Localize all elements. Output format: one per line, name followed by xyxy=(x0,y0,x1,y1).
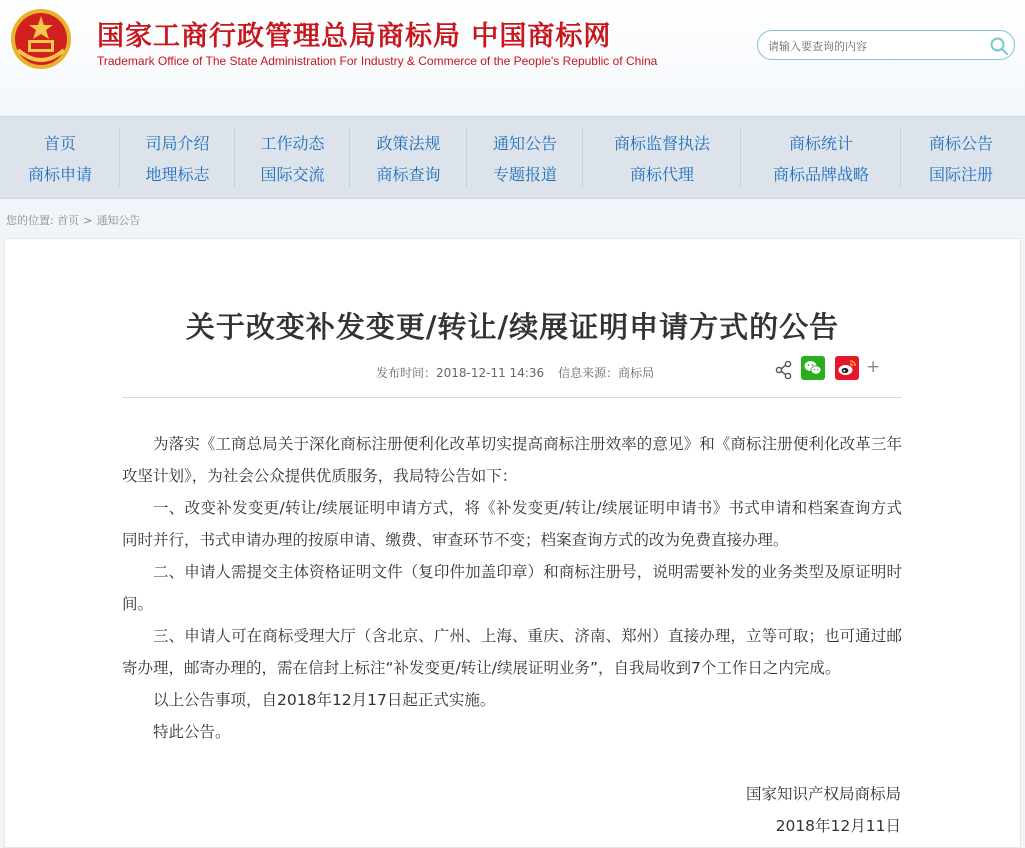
nav-column xyxy=(0,117,120,200)
article-paragraph: 以上公告事项，自2018年12月17日起正式实施。 xyxy=(153,691,496,709)
breadcrumb-item-notices[interactable]: 通知公告 xyxy=(96,214,141,227)
article-paragraph: 三、申请人可在商标受理大厅（含北京、广州、上海、重庆、济南、郑州）直接办理，立等可取；也可通过邮寄办理，邮寄办理的，需在信封上标注“补发变更/转让/续展证明业务”，自我局收到7个工作日之内完成。 xyxy=(122,627,902,677)
nav-item-geographical-indication[interactable]: 地理标志 xyxy=(145,165,210,184)
nav-item-trademark-search[interactable]: 商标查询 xyxy=(376,165,441,184)
share-icon[interactable] xyxy=(775,360,793,380)
nav-item-trademark-application[interactable]: 商标申请 xyxy=(27,165,92,184)
title-divider xyxy=(122,397,902,398)
nav-item-notices[interactable]: 通知公告 xyxy=(492,134,557,153)
article-paragraph: 一、改变补发变更/转让/续展证明申请方式，将《补发变更/转让/续展证明申请书》书式申请和档案查询方式同时并行，书式申请办理的按原申请、缴费、审查环节不变；档案查询方式的改为免费直接办理。 xyxy=(122,499,902,549)
nav-item-international-registration[interactable]: 国际注册 xyxy=(928,165,993,184)
breadcrumb-separator: > xyxy=(83,214,93,227)
nav-column xyxy=(120,117,235,200)
weibo-icon[interactable] xyxy=(835,356,859,380)
article-meta xyxy=(376,364,654,381)
plus-icon[interactable]: + xyxy=(866,357,881,377)
site-header xyxy=(0,0,1025,116)
nav-column xyxy=(741,117,901,200)
nav-item-trademark-agency[interactable]: 商标代理 xyxy=(629,165,694,184)
nav-item-about[interactable]: 司局介绍 xyxy=(145,134,210,153)
article-date: 2018年12月11日 xyxy=(775,817,901,835)
search-icon[interactable] xyxy=(989,36,1009,56)
nav-item-news[interactable]: 工作动态 xyxy=(260,134,325,153)
nav-item-special-reports[interactable]: 专题报道 xyxy=(492,165,557,184)
main-nav xyxy=(0,116,1025,199)
breadcrumb-label: 您的位置: xyxy=(6,214,54,227)
article-paragraph: 二、申请人需提交主体资格证明文件（复印件加盖印章）和商标注册号，说明需要补发的业务类型及原证明时间。 xyxy=(122,563,902,613)
publish-time: 发布时间：2018-12-11 14:36 xyxy=(376,366,545,380)
breadcrumb-item-home[interactable]: 首页 xyxy=(57,214,80,227)
nav-column xyxy=(350,117,467,200)
nav-column xyxy=(235,117,350,200)
nav-column xyxy=(583,117,741,200)
site-subtitle: Trademark Office of The State Administration For Industry & Commerce of the People's Republic of China xyxy=(97,54,658,68)
search-box xyxy=(757,30,1015,60)
article-body xyxy=(122,428,902,748)
article-title: 关于改变补发变更/转让/续展证明申请方式的公告 xyxy=(185,310,840,344)
site-title: 国家工商行政管理总局商标局 中国商标网 xyxy=(97,21,612,52)
search-input[interactable] xyxy=(768,37,978,55)
nav-item-international-exchange[interactable]: 国际交流 xyxy=(260,165,325,184)
nav-item-statistics[interactable]: 商标统计 xyxy=(788,134,853,153)
nav-item-enforcement[interactable]: 商标监督执法 xyxy=(613,134,710,153)
nav-column xyxy=(901,117,1021,200)
nav-item-brand-strategy[interactable]: 商标品牌战略 xyxy=(772,165,869,184)
nav-item-home[interactable]: 首页 xyxy=(43,134,76,153)
article-source: 信息来源：商标局 xyxy=(558,366,655,380)
nav-item-trademark-gazette[interactable]: 商标公告 xyxy=(928,134,993,153)
article-paragraph: 为落实《工商总局关于深化商标注册便利化改革切实提高商标注册效率的意见》和《商标注册便利化改革三年攻坚计划》，为社会公众提供优质服务，我局特公告如下： xyxy=(122,435,902,485)
breadcrumb xyxy=(6,212,140,228)
nav-column xyxy=(467,117,583,200)
article-signature: 国家知识产权局商标局 xyxy=(745,785,901,803)
nav-item-policies[interactable]: 政策法规 xyxy=(376,134,441,153)
article-paragraph: 特此公告。 xyxy=(153,723,231,741)
wechat-icon[interactable] xyxy=(801,356,825,380)
emblem-icon[interactable] xyxy=(8,6,74,72)
